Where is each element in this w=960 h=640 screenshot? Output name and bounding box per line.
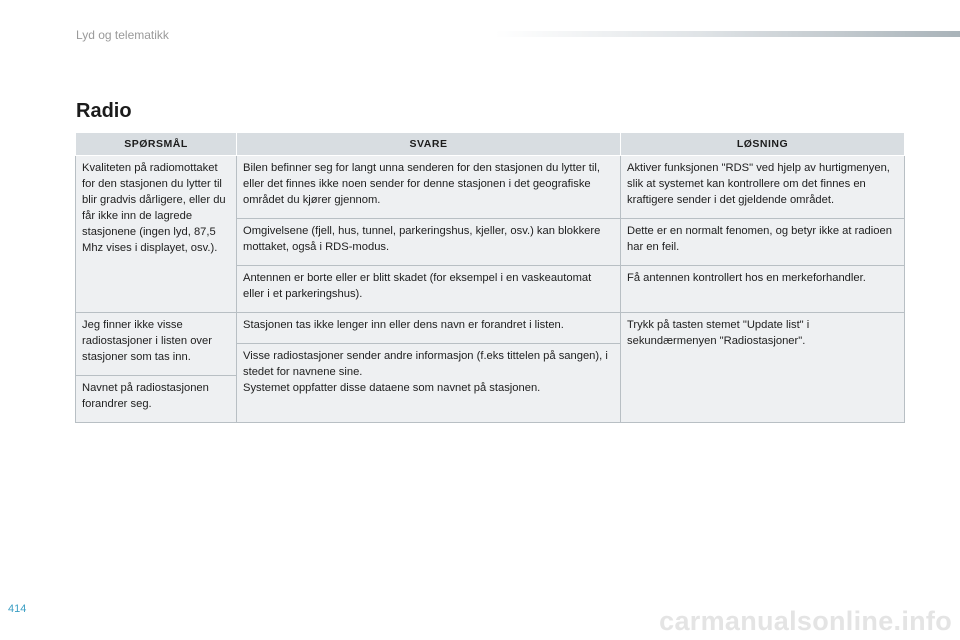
- column-header-answer: SVARE: [237, 133, 621, 156]
- table-row: [76, 313, 905, 344]
- page-title: Radio: [76, 100, 132, 122]
- solution-cell: Aktiver funksjonen "RDS" ved hjelp av hurtigmenyen, slik at systemet kan kontrollere om det finnes en kraftigere sender i det gjeldende området.: [621, 156, 905, 219]
- question-cell: Jeg finner ikke visse radiostasjoner i listen over stasjoner som tas inn.: [76, 313, 237, 376]
- answer-cell: Bilen befinner seg for langt unna senderen for den stasjonen du lytter til, eller det finnes ikke noen sender for denne stasjonen i det geografiske området du kjører gjennom.: [237, 156, 621, 219]
- table-header-row: [76, 133, 905, 156]
- header-decorative-bar: [495, 31, 960, 37]
- solution-cell: Få antennen kontrollert hos en merkeforhandler.: [621, 266, 905, 313]
- answer-cell: Antennen er borte eller er blitt skadet (for eksempel i en vaskeautomat eller i et parkeringshus).: [237, 266, 621, 313]
- solution-cell: Dette er en normalt fenomen, og betyr ikke at radioen har en feil.: [621, 219, 905, 266]
- answer-line: Visse radiostasjoner sender andre informasjon (f.eks tittelen på sangen), i stedet for navnene sine.: [243, 350, 608, 378]
- watermark: carmanualsonline.info: [659, 606, 952, 636]
- column-header-question: SPØRSMÅL: [76, 133, 237, 156]
- answer-cell: Stasjonen tas ikke lenger inn eller dens navn er forandret i listen.: [237, 313, 621, 344]
- page-number: 414: [8, 603, 27, 615]
- table-row: [76, 156, 905, 219]
- answer-cell: [237, 344, 621, 423]
- troubleshooting-table: [75, 132, 905, 423]
- question-cell: Navnet på radiostasjonen forandrer seg.: [76, 376, 237, 423]
- question-cell: Kvaliteten på radiomottaket for den stasjonen du lytter til blir gradvis dårligere, eller du får ikke inn de lagrede stasjonene (ingen lyd, 87,5 Mhz vises i displayet, osv.).: [76, 156, 237, 313]
- column-header-solution: LØSNING: [621, 133, 905, 156]
- answer-line: Systemet oppfatter disse dataene som navnet på stasjonen.: [243, 382, 541, 394]
- solution-cell: Trykk på tasten stemet "Update list" i sekundærmenyen "Radiostasjoner".: [621, 313, 905, 423]
- answer-cell: Omgivelsene (fjell, hus, tunnel, parkeringshus, kjeller, osv.) kan blokkere mottaket, også i RDS-modus.: [237, 219, 621, 266]
- section-header: Lyd og telematikk: [76, 28, 169, 42]
